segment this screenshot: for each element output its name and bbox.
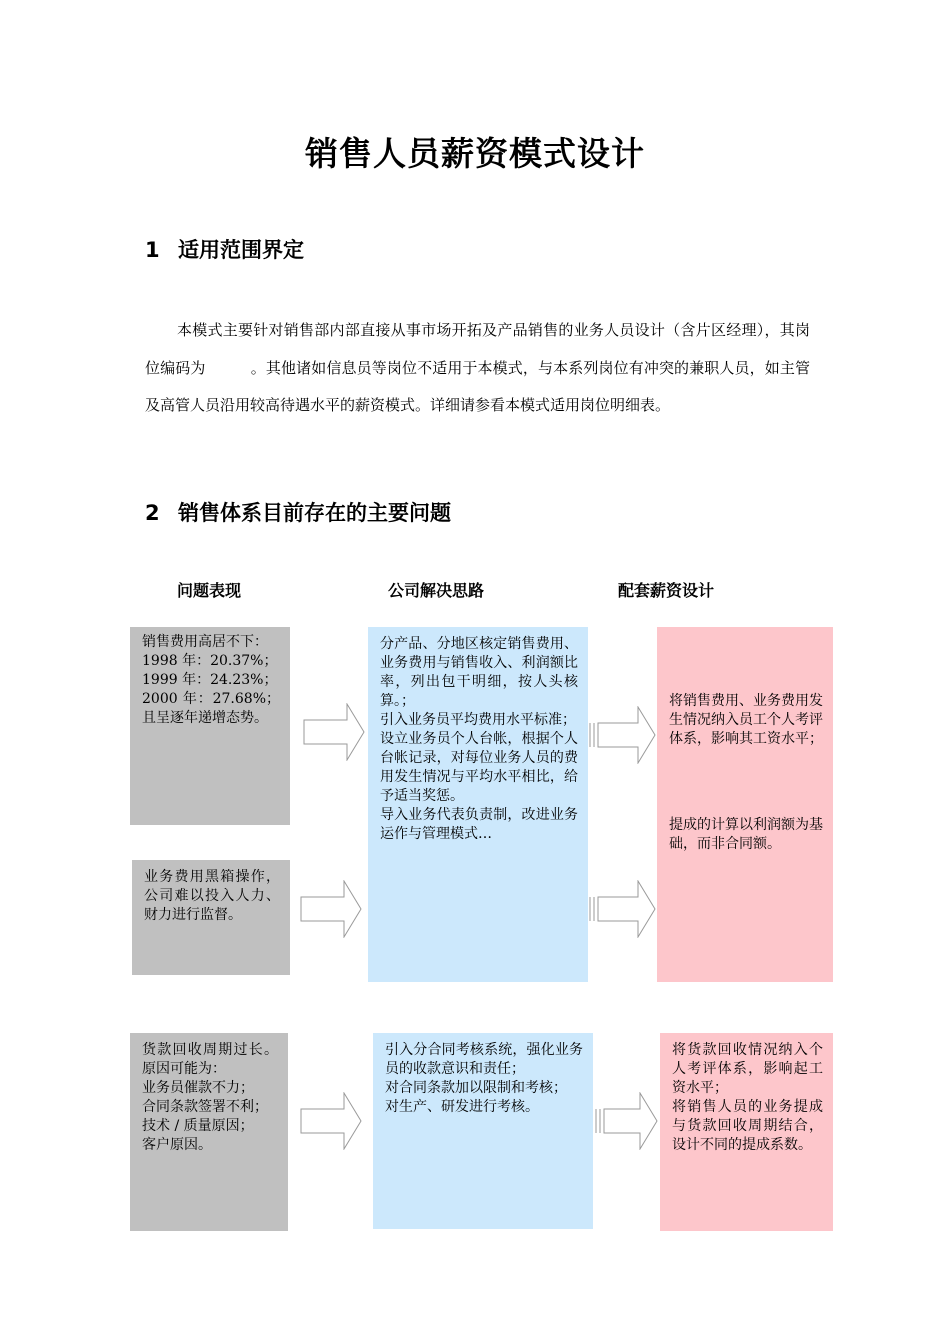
column-header-problems: 问题表现 — [177, 581, 242, 600]
salary-text-profit-based: 提成的计算以利润额为基础，而非合同额。 — [669, 817, 823, 852]
solution-box-cost-control: 分产品、分地区核定销售费用、业务费用与销售收入、利润额比率，列出包干明细，按人头核算。； 引入业务员平均费用水平标准； 设立业务员个人台帐，根据个人台帐记录，对每位业务人员的费用发生情况与平均水平相比，给予适当奖惩。 导入业务代表负责制，改进业务运作与管理模式… — [368, 627, 588, 982]
column-header-salary: 配套薪资设计 — [618, 581, 715, 600]
column-header-solutions: 公司解决思路 — [388, 581, 485, 600]
arrow-right-icon — [300, 880, 362, 938]
problem-box-payment-cycle: 货款回收周期过长。原因可能为： 业务员催款不力； 合同条款签署不利； 技术 / 质量原因； 客户原因。 — [130, 1033, 288, 1231]
section-2-title: 销售体系目前存在的主要问题 — [178, 501, 451, 525]
section-1-title: 适用范围界定 — [178, 238, 304, 262]
arrow-right-icon — [594, 1092, 658, 1150]
salary-box-cost — [657, 627, 833, 982]
document-title: 销售人员薪资模式设计 — [305, 134, 645, 173]
salary-box-payment: 将货款回收情况纳入个人考评体系，影响起工资水平； 将销售人员的业务提成与货款回收周期结合，设计不同的提成系数。 — [660, 1033, 833, 1231]
problem-box-blackbox: 业务费用黑箱操作，公司难以投入人力、财力进行监督。 — [132, 860, 290, 975]
salary-text-cost-appraisal: 将销售费用、业务费用发生情况纳入员工个人考评体系，影响其工资水平； — [669, 693, 823, 747]
section-2-number: 2 — [145, 501, 160, 525]
solution-box-contract-appraisal: 引入分合同考核系统，强化业务员的收款意识和责任； 对合同条款加以限制和考核； 对生产、研发进行考核。 — [373, 1033, 593, 1229]
section-1-paragraph: 本模式主要针对销售部内部直接从事市场开拓及产品销售的业务人员设计（含片区经理），其岗位编码为 。其他诸如信息员等岗位不适用于本模式，与本系列岗位有冲突的兼职人员，如主管及高管人员沿用较高待遇水平的薪资模式。详细请参看本模式适用岗位明细表。 — [145, 321, 810, 414]
section-1-heading — [145, 234, 304, 264]
section-2-heading — [145, 497, 451, 527]
arrow-right-icon — [588, 706, 656, 764]
arrow-right-icon — [588, 880, 656, 938]
section-1-number: 1 — [145, 238, 160, 262]
arrow-right-icon — [300, 1092, 362, 1150]
problem-box-sales-cost: 销售费用高居不下： 1998 年：20.37%； 1999 年：24.23%； 2000 年：27.68%；且呈逐年递增态势。 — [130, 627, 290, 825]
arrow-right-icon — [303, 703, 365, 761]
